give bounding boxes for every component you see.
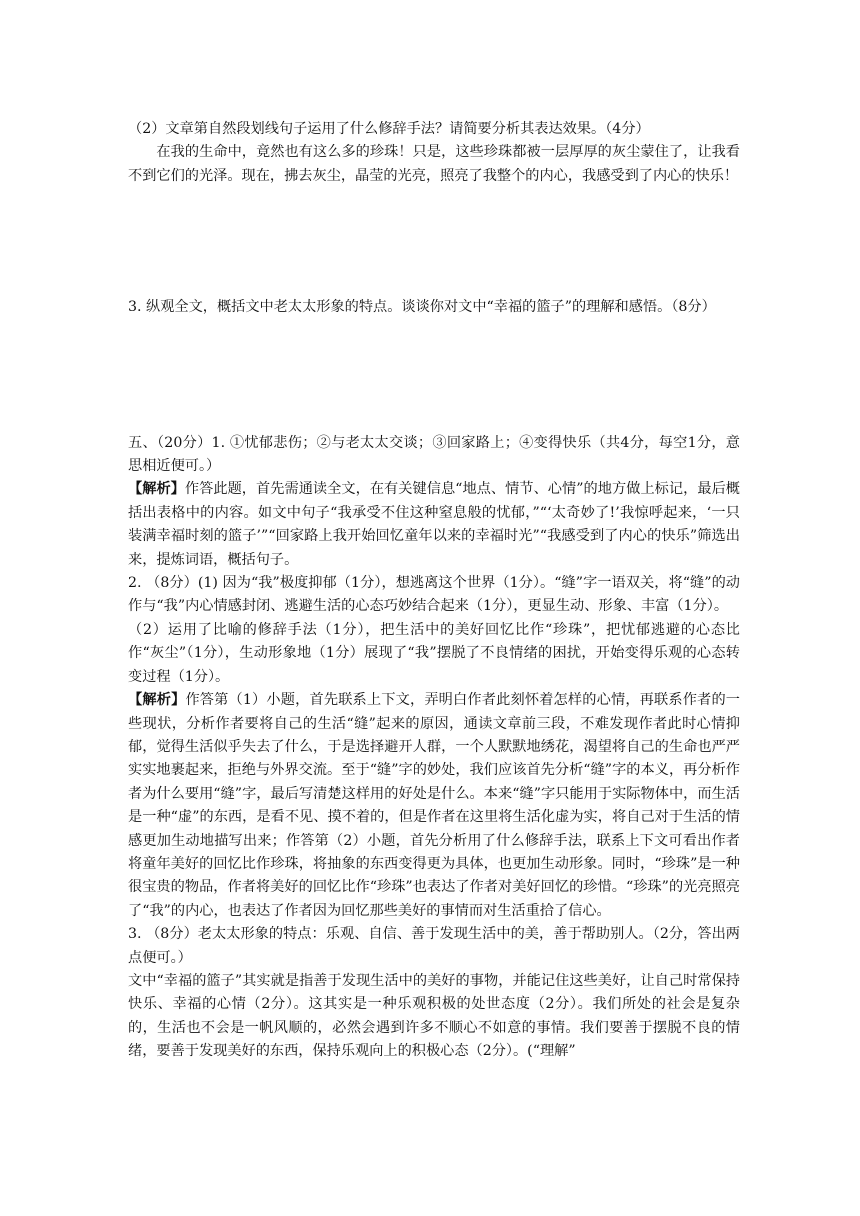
answer-2-part-1: 2. （8分）(1) 因为“我”极度抑郁（1分），想逃离这个世界（1分）。“缝”字一语双关，将“缝”的动作与“我”内心情感封闭、逃避生活的心态巧妙结合起来（1分），更显生动、形象、丰富（1分）。 xyxy=(128,575,740,615)
analysis-tag: 【解析】 xyxy=(128,692,186,709)
answer-space-q2 xyxy=(128,188,740,296)
answer-1: 五、（20分）1. ①忧郁悲伤；②与老太太交谈；③回家路上；④变得快乐（共4分，每空1分，意思相近便可。） xyxy=(128,434,740,475)
document-page xyxy=(128,118,740,1064)
answer-3-part-1: 3. （8分）老太太形象的特点：乐观、自信、善于发现生活中的美，善于帮助别人。（2分，答出两点便可。） xyxy=(128,926,740,966)
answer-3-part-2: 文中“幸福的篮子”其实就是指善于发现生活中的美好的事物，并能记住这些美好，让自己时常保持快乐、幸福的心情（2分）。这其实是一种乐观积极的处世态度（2分）。我们所处的社会是复杂的，生活也不会是一帆风顺的，必然会遇到许多不顺心不如意的事情。我们要善于摆脱不良的情绪，要善于发现美好的东西，保持乐观向上的积极心态（2分）。(“理解” xyxy=(128,972,740,1060)
question-3-prompt: 3. 纵观全文，概括文中老太太形象的特点。谈谈你对文中“幸福的篮子”的理解和感悟。（8分） xyxy=(128,299,716,316)
answer-1-analysis xyxy=(128,478,740,572)
answer-space-q3 xyxy=(128,320,740,432)
answer-2-analysis xyxy=(128,689,740,923)
analysis-text: 作答第（1）小题，首先联系上下文，弄明白作者此刻怀着怎样的心情，再联系作者的一些现状，分析作者要将自己的生活“缝”起来的原因，通读文章前三段，不难发现作者此时心情抑郁，觉得生活似乎失去了什么，于是选择避开人群，一个人默默地绣花，渴望将自己的生命也严严实实地裹起来，拒绝与外界交流。至于“缝”字的妙处，我们应该首先分析“缝”字的本义，再分析作者为什么要用“缝”字，最后写清楚这样用的好处是什么。本来“缝”字只能用于实际物体中，而生活是一种“虚”的东西，是看不见、摸不着的，但是作者在这里将生活化虚为实，将自己对于生活的情感更加生动地描写出来；作答第（2）小题，首先分析用了什么修辞手法，联系上下文可看出作者将童年美好的回忆比作珍珠，将抽象的东西变得更为具体，也更加生动形象。同时，“珍珠”是一种很宝贵的物品，作者将美好的回忆比作“珍珠”也表达了作者对美好回忆的珍惜。“珍珠”的光亮照亮了“我”的内心，也表达了作者因为回忆那些美好的事情而对生活重拾了信心。 xyxy=(128,692,740,919)
answer-2-part-2: （2）运用了比喻的修辞手法（1分），把生活中的美好回忆比作“珍珠”，把忧郁逃避的心态比作“灰尘”（1分），生动形象地（1分）展现了“我”摆脱了不良情绪的困扰，开始变得乐观的心态转变过程（1分）。 xyxy=(128,621,740,685)
analysis-tag: 【解析】 xyxy=(128,481,185,498)
analysis-text: 作答此题，首先需通读全文，在有关键信息“地点、情节、心情”的地方做上标记，最后概括出表格中的内容。如文中句子“我承受不住这种窒息般的忧郁，”“‘太奇妙了!’我惊呼起来，‘一只装满幸福时刻的篮子’”“回家路上我开始回忆童年以来的幸福时光”“我感受到了内心的快乐”筛选出来，提炼词语，概括句子。 xyxy=(128,481,740,568)
question-2-prompt: （2）文章第自然段划线句子运用了什么修辞手法？请简要分析其表达效果。（4分） xyxy=(128,121,650,137)
question-2-quote: 在我的生命中，竟然也有这么多的珍珠！只是，这些珍珠都被一层厚厚的灰尘蒙住了，让我看不到它们的光泽。现在，拂去灰尘，晶莹的光亮，照亮了我整个的内心，我感受到了内心的快乐！ xyxy=(128,144,740,184)
